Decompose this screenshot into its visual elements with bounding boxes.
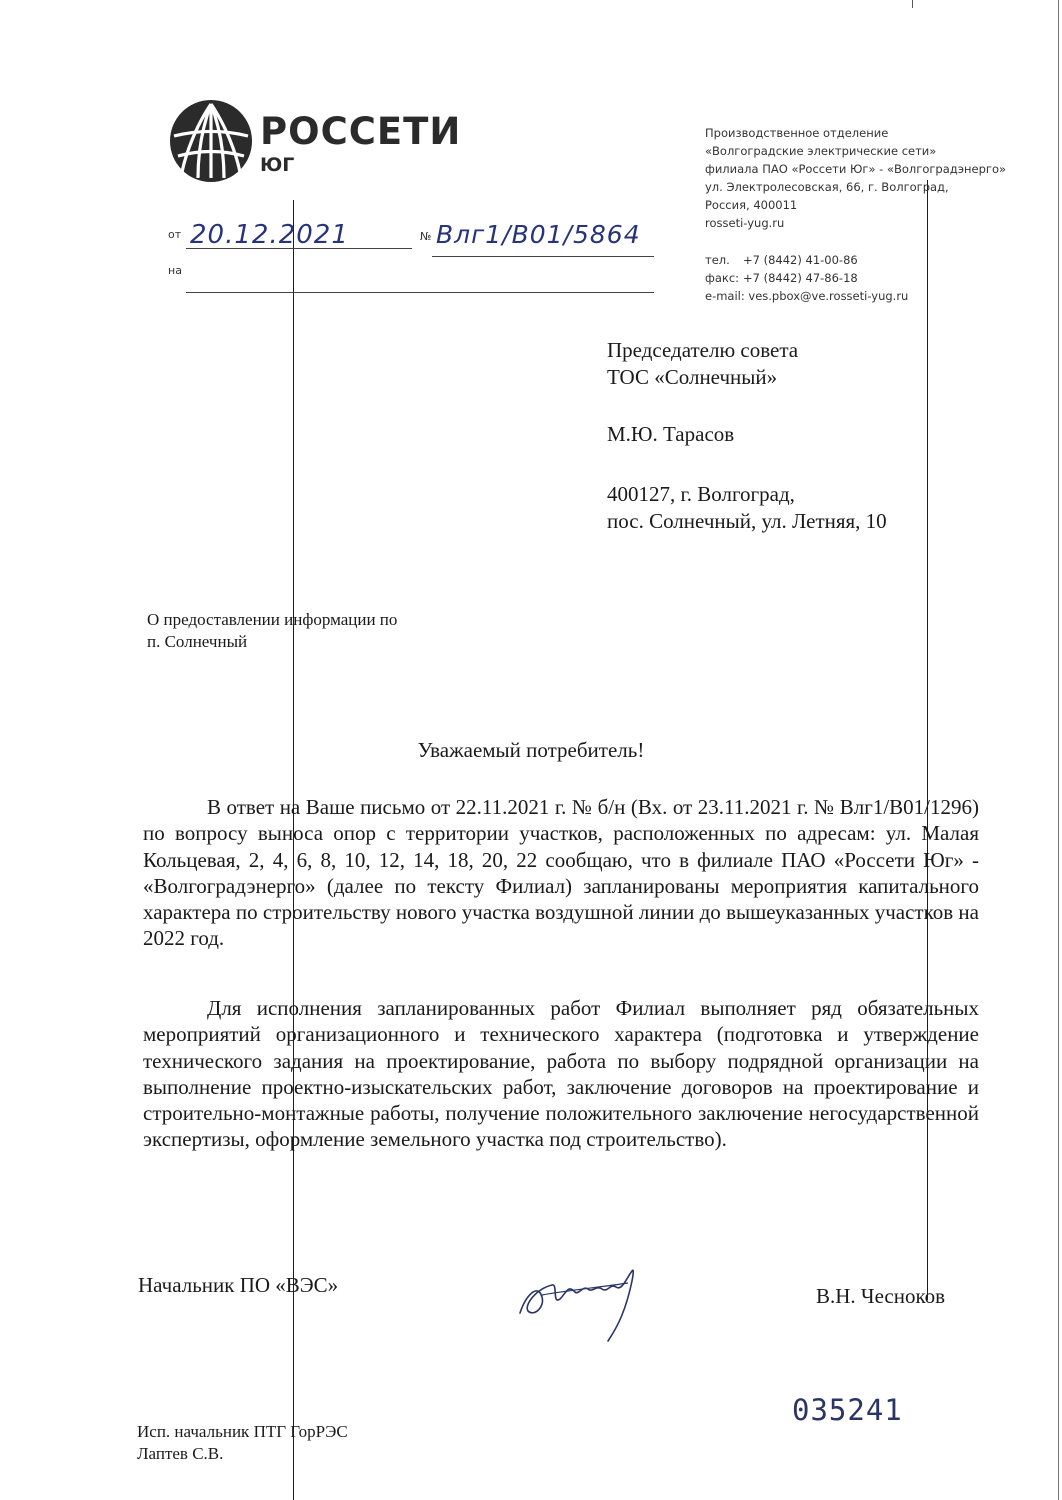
logo-wordmark: РОССЕТИ xyxy=(260,110,462,153)
addressee-position: Председателю совета xyxy=(607,338,799,362)
addressee-address-street: пос. Солнечный, ул. Летняя, 10 xyxy=(607,509,887,533)
org-line: Россия, 400011 xyxy=(705,198,798,212)
signatory-name: В.Н. Чесноков xyxy=(816,1284,946,1308)
scan-line-top-right xyxy=(912,0,913,8)
date-underline xyxy=(186,248,412,249)
logo-emblem-icon xyxy=(168,98,254,184)
body-paragraph-1: В ответ на Ваше письмо от 22.11.2021 г. № б/н (Вх. от 23.11.2021 г. № Влг1/В01/1296) по вопросу выноса опор с территории участков, расположенных по адресам: ул. Малая Кольцевая, 2, 4, 6, 8, 10, 12, 14, 18, 20, 22 сообщаю, что в филиале ПАО «Россети Юг» - «Волгоградэнерго» (далее по тексту Филиал) запланированы мероприятия капитального характера по строительству нового участка воздушной линии до вышеуказанных участков на 2022 год. xyxy=(143,795,979,951)
org-line: ул. Электролесовская, 66, г. Волгоград, xyxy=(705,180,949,194)
greeting: Уважаемый потребитель! xyxy=(417,738,645,762)
to-prefix: на xyxy=(168,264,182,277)
addressee-name: М.Ю. Тарасов xyxy=(607,422,735,446)
subject-line-2: п. Солнечный xyxy=(147,632,248,651)
logo-region: ЮГ xyxy=(260,154,295,176)
to-underline xyxy=(186,292,654,293)
number-underline xyxy=(432,256,654,257)
company-logo xyxy=(168,98,462,184)
handwritten-number: Влг1/В01/5864 xyxy=(436,220,641,249)
phone-label: тел. xyxy=(705,253,730,267)
phone-value: +7 (8442) 41-00-86 xyxy=(743,253,858,267)
addressee-address-city: 400127, г. Волгоград, xyxy=(607,482,795,506)
email-label: e-mail: xyxy=(705,289,745,303)
email-value: ves.pbox@ve.rosseti-yug.ru xyxy=(748,289,909,303)
number-prefix: № xyxy=(420,230,432,243)
fax-label: факс: xyxy=(705,271,740,285)
handwritten-date: 20.12.2021 xyxy=(190,220,349,250)
registration-number: 035241 xyxy=(792,1393,903,1427)
addressee-organization: ТОС «Солнечный» xyxy=(607,365,778,389)
body-paragraph-2: Для исполнения запланированных работ Филиал выполняет ряд обязательных мероприятий организационного и технического характера (подготовка и утверждение технического задания на проектирование, работа по выбору подрядной организации на выполнение проектно-изыскательских работ, заключение договоров на проектирование и строительно-монтажные работы, получение положительного заключение негосударственной экспертизы, оформление земельного участка под строительство). xyxy=(143,996,979,1152)
signatory-position: Начальник ПО «ВЭС» xyxy=(138,1273,339,1297)
fax-value: +7 (8442) 47-86-18 xyxy=(743,271,858,285)
org-line: филиала ПАО «Россети Юг» - «Волгоградэнерго» xyxy=(705,162,1007,176)
handwritten-signature xyxy=(512,1255,652,1345)
date-prefix: от xyxy=(168,228,182,241)
organization-contacts xyxy=(705,251,1005,305)
organization-requisites xyxy=(705,124,1005,232)
executor-position: Исп. начальник ПТГ ГорРЭС xyxy=(137,1422,348,1441)
org-line: «Волгоградские электрические сети» xyxy=(705,144,937,158)
org-line: rosseti-yug.ru xyxy=(705,216,785,230)
executor-name: Лаптев С.В. xyxy=(137,1444,224,1463)
subject-line-1: О предоставлении информации по xyxy=(147,610,398,629)
org-line: Производственное отделение xyxy=(705,126,889,140)
